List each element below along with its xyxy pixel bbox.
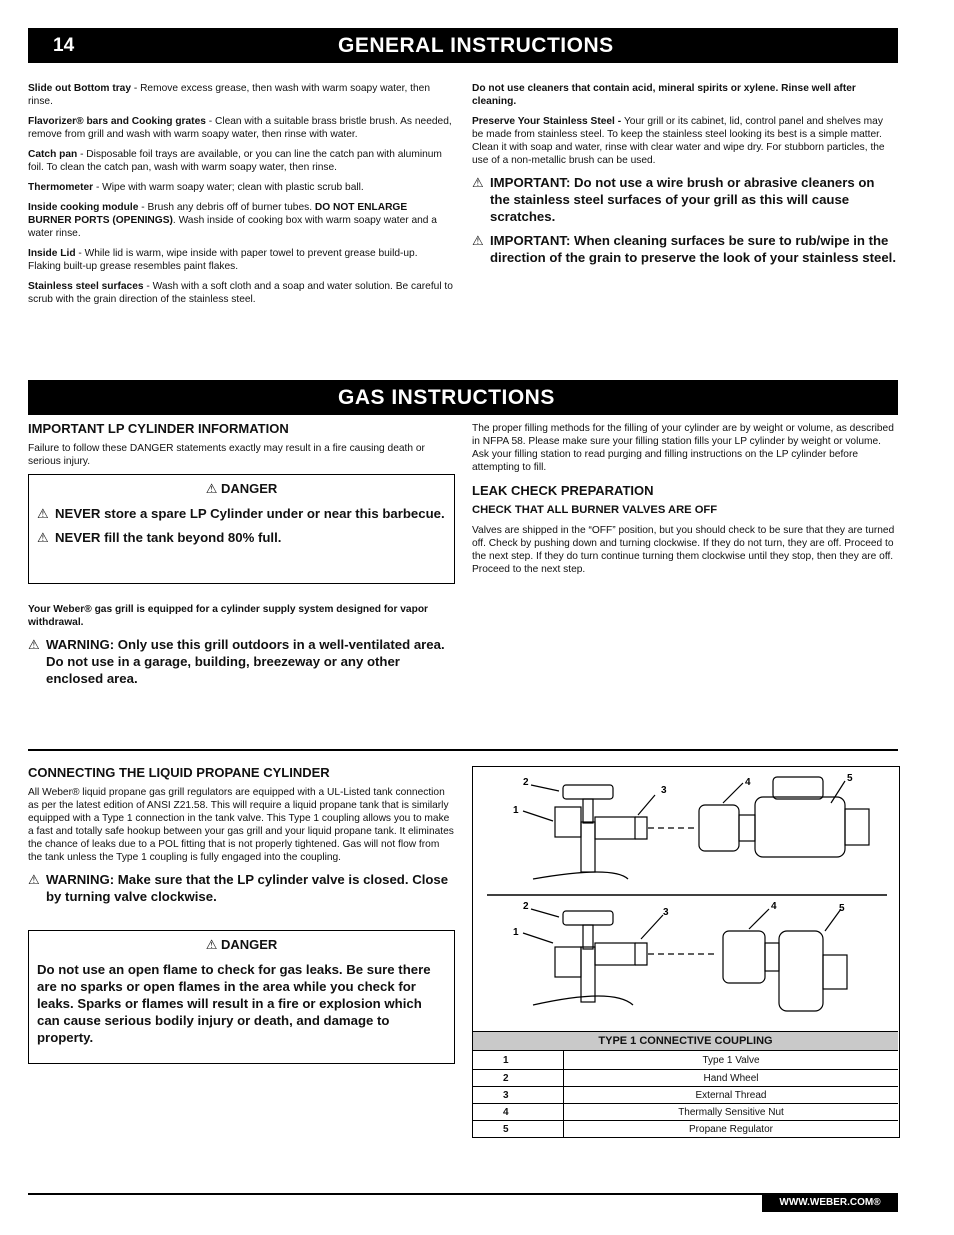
general-left-column bbox=[28, 82, 453, 313]
paragraph: The proper filling methods for the filling of your cylinder are by weight or volume, as described in NFPA 58. Please make sure your filling station fills your LP cylinder by weight or volume. Ask your filling station to read purging and filling instructions on the LP cylinder before attempting to fill. bbox=[472, 423, 894, 473]
gas-right-column bbox=[472, 422, 897, 583]
connect-heading: CONNECTING THE LIQUID PROPANE CYLINDER bbox=[28, 765, 330, 780]
callout-1: 1 bbox=[513, 805, 519, 816]
section-title: GENERAL INSTRUCTIONS bbox=[338, 34, 614, 57]
danger-item: ⚠ NEVER fill the tank beyond 80% full. bbox=[37, 530, 282, 545]
coupling-table bbox=[473, 1031, 898, 1137]
paragraph: Valves are shipped in the “OFF” position, but you should check to be sure that they are turned off. Check by pushing down and turning clockwise. If they do not turn, they are off. Proceed to the next step. If they do turn continue turning them clockwise until they stop, then they are off. Proceed to the next step. bbox=[472, 525, 895, 575]
warning-note: ⚠ WARNING: Only use this grill outdoors in a well-ventilated area. Do not use in a garage, building, breezeway or any other enclosed area. bbox=[28, 637, 445, 686]
general-right-column bbox=[472, 82, 897, 273]
warning-triangle-icon: ⚠ bbox=[205, 481, 218, 496]
danger-item: ⚠ NEVER store a spare LP Cylinder under or near this barbecue. bbox=[37, 506, 445, 521]
section-title: GAS INSTRUCTIONS bbox=[338, 386, 555, 409]
paragraph: Failure to follow these DANGER statements exactly may result in a fire causing death or serious injury. bbox=[28, 443, 425, 467]
callout-1: 1 bbox=[513, 927, 519, 938]
paragraph: Stainless steel surfaces - Wash with a soft cloth and a soap and water solution. Be careful to scrub with the grain direction of the stainless steel. bbox=[28, 281, 453, 305]
warning-triangle-icon: ⚠ bbox=[28, 637, 40, 652]
danger-title: ⚠ DANGER bbox=[205, 937, 278, 952]
section-header-general bbox=[28, 28, 898, 63]
paragraph: Slide out Bottom tray - Remove excess grease, then wash with warm soapy water, then rinse. bbox=[28, 83, 430, 107]
leak-heading: LEAK CHECK PREPARATION bbox=[472, 483, 654, 498]
paragraph: Thermometer - Wipe with warm soapy water; clean with plastic scrub ball. bbox=[28, 182, 364, 193]
warning-triangle-icon: ⚠ bbox=[37, 530, 49, 545]
gas-left-lower bbox=[28, 603, 456, 694]
cleaner-warning: Do not use cleaners that contain acid, mineral spirits or xylene. Rinse well after cleaning. bbox=[472, 83, 856, 107]
callout-2: 2 bbox=[523, 901, 529, 912]
table-row: 3 External Thread bbox=[473, 1087, 898, 1104]
page-number: 14 bbox=[53, 35, 75, 56]
paragraph: Inside Lid - While lid is warm, wipe inside with paper towel to prevent grease build-up. Flaking built-up grease resembles paint flakes. bbox=[28, 248, 418, 272]
callout-5: 5 bbox=[839, 903, 845, 914]
paragraph: Flavorizer® bars and Cooking grates - Clean with a suitable brass bristle brush. As needed, remove from grill and wash with warm soapy water, then rinse with water. bbox=[28, 116, 452, 140]
coupling-diagram bbox=[473, 767, 898, 1031]
divider bbox=[28, 749, 898, 751]
warning-triangle-icon: ⚠ bbox=[472, 233, 484, 248]
important-note: ⚠ IMPORTANT: When cleaning surfaces be sure to rub/wipe in the direction of the grain to preserve the look of your stainless steel. bbox=[472, 233, 896, 265]
danger-box-leaks bbox=[28, 930, 455, 1064]
section-header-gas bbox=[28, 380, 898, 415]
lp-heading: IMPORTANT LP CYLINDER INFORMATION bbox=[28, 421, 289, 436]
footer-url[interactable]: WWW.WEBER.COM® bbox=[762, 1194, 898, 1212]
table-header: TYPE 1 CONNECTIVE COUPLING bbox=[473, 1032, 898, 1051]
check-heading: CHECK THAT ALL BURNER VALVES ARE OFF bbox=[472, 504, 718, 516]
danger-title: ⚠ DANGER bbox=[205, 481, 278, 496]
callout-4: 4 bbox=[771, 901, 777, 912]
paragraph: Catch pan - Disposable foil trays are available, or you can line the catch pan with aluminum foil. To clean the catch pan, wash with warm soapy water, then rinse. bbox=[28, 149, 442, 173]
callout-3: 3 bbox=[663, 907, 669, 918]
table-row: 2 Hand Wheel bbox=[473, 1070, 898, 1087]
callout-4: 4 bbox=[745, 777, 751, 788]
warning-triangle-icon: ⚠ bbox=[37, 506, 49, 521]
table-row: 5 Propane Regulator bbox=[473, 1121, 898, 1138]
warning-note: ⚠ WARNING: Make sure that the LP cylinder valve is closed. Close by turning valve clockwise. bbox=[28, 872, 449, 904]
callout-2: 2 bbox=[523, 777, 529, 788]
warning-triangle-icon: ⚠ bbox=[28, 872, 40, 887]
important-note: ⚠ IMPORTANT: Do not use a wire brush or abrasive cleaners on the stainless steel surfaces of your grill as this will cause scratches. bbox=[472, 175, 875, 224]
danger-text: Do not use an open flame to check for gas leaks. Be sure there are no sparks or open flames in the area while you check for leaks. Sparks or flames will result in a fire or explosion which can cause serious bodily injury or death, and damage to property. bbox=[37, 962, 431, 1045]
gas-left-column bbox=[28, 422, 456, 475]
paragraph: Inside cooking module - Brush any debris off of burner tubes. DO NOT ENLARGE BURNER PORTS (OPENINGS). Wash inside of cooking box with warm soapy water and a water rinse. bbox=[28, 202, 437, 239]
weber-supply-note: Your Weber® gas grill is equipped for a cylinder supply system designed for vapor withdrawal. bbox=[28, 604, 429, 628]
paragraph: Preserve Your Stainless Steel - Your grill or its cabinet, lid, control panel and shelves may be made from stainless steel. To keep the stainless steel looking its best is a simple matter. Clean it with soap and water, rinse with clear water and wipe dry. For stubborn particles, the use of a non-metallic brush can be used. bbox=[472, 116, 885, 166]
callout-5: 5 bbox=[847, 773, 853, 784]
connect-column bbox=[28, 766, 456, 912]
coupling-figure bbox=[472, 766, 900, 1138]
danger-box bbox=[28, 474, 455, 584]
paragraph: All Weber® liquid propane gas grill regulators are equipped with a UL-Listed tank connection as per the latest edition of ANSI Z21.58. This will require a liquid propane tank that is similarly equipped with a Type 1 connection in the tank valve. This Type 1 coupling allows you to make a fast and totally safe hookup between your gas grill and your liquid propane tank. It eliminates the chance of leaks due to a POL fitting that is not properly tightened. Gas will not flow from the tank unless the Type 1 coupling is fully engaged into the coupling. bbox=[28, 787, 454, 863]
callout-3: 3 bbox=[661, 785, 667, 796]
warning-triangle-icon: ⚠ bbox=[205, 937, 218, 952]
warning-triangle-icon: ⚠ bbox=[472, 175, 484, 190]
table-row: 4 Thermally Sensitive Nut bbox=[473, 1104, 898, 1121]
table-row: 1 Type 1 Valve bbox=[473, 1051, 898, 1070]
